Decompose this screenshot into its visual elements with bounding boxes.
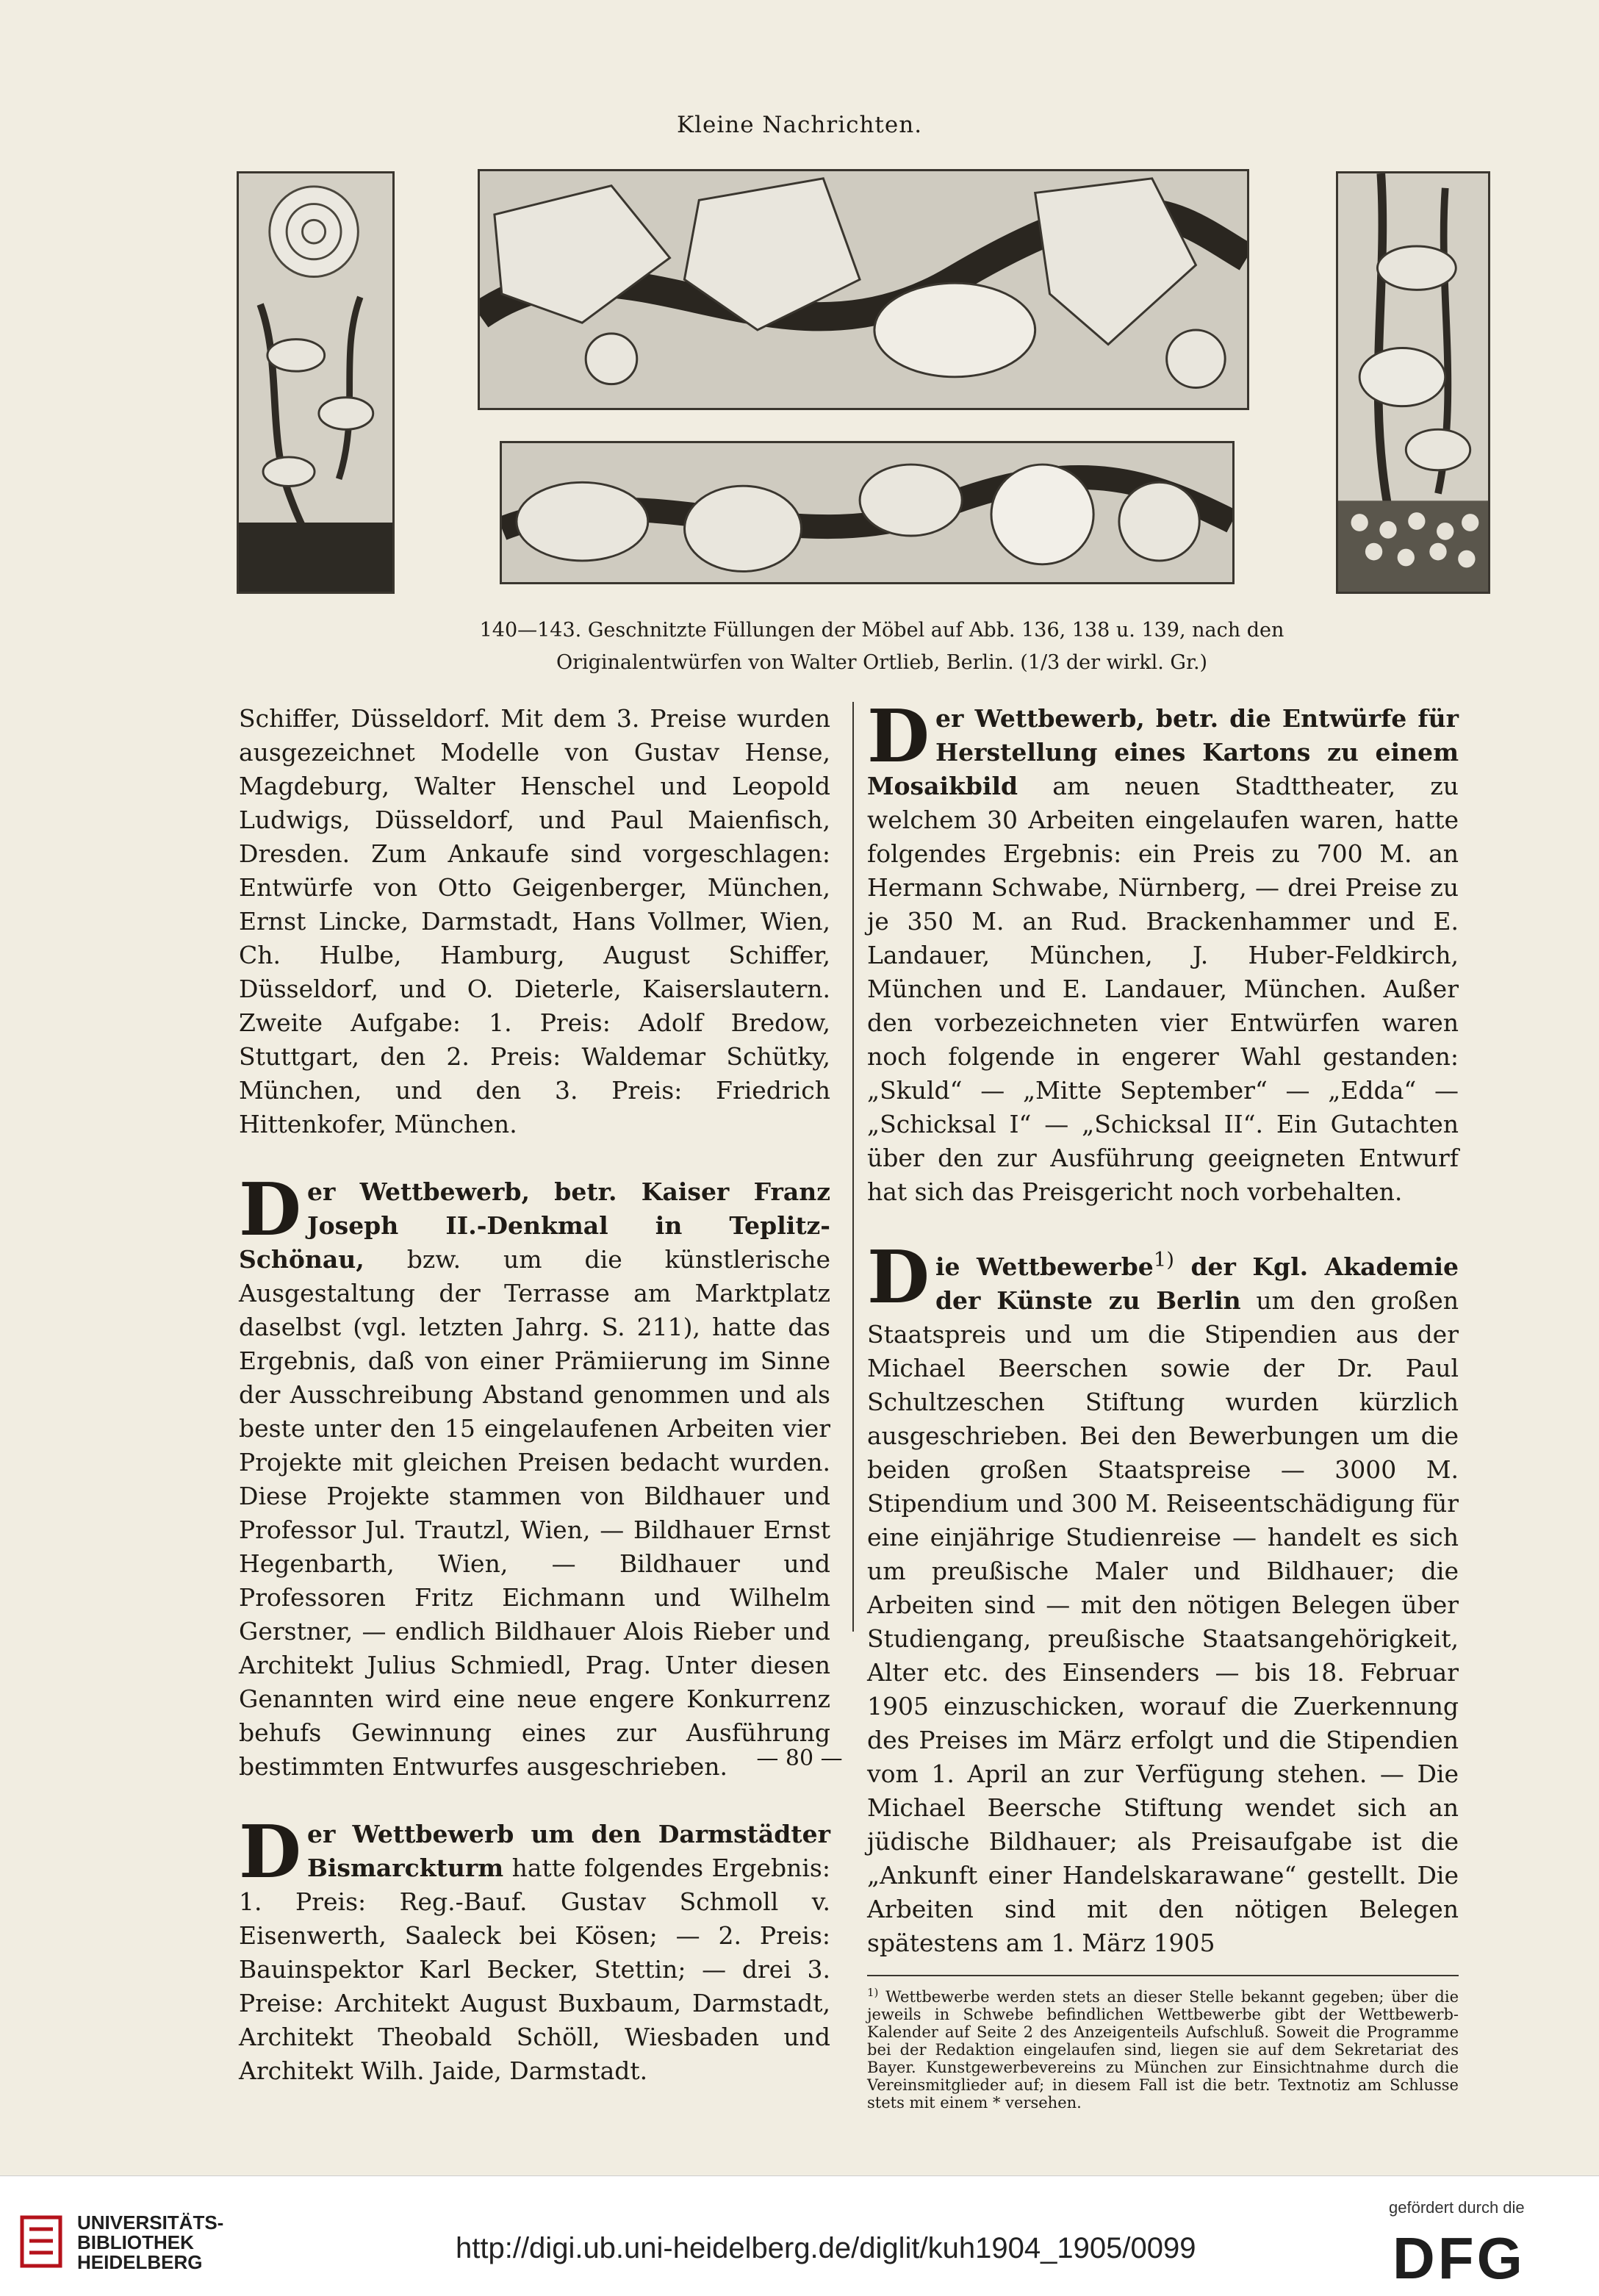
drop-cap: D (867, 695, 930, 779)
fern-panel (1336, 171, 1490, 594)
section-heading-continued: der Kgl. Akademie der Künste zu Berlin (935, 1252, 1459, 1315)
footnote-text: Wettbewerbe werden stets an dieser Stelle bekannt gegeben; über die jeweils in Schwebe befindlichen Wettbewerbe gibt der Wettbewerb-Kalender auf Seite 2 des Anzeigenteils Aufschluß. Soweit die Programme bei der Redaktion eingelaufen sind, liegen sie auf dem Sekretariat des Bayer. Kunstgewerbevereins zu München zur Einsichtnahme durch die Vereinsmitglieder auf; in diesem Fall ist die betr. Textnotiz am Schlusse stets mit einem * versehen. (867, 1988, 1459, 2112)
column-divider (852, 702, 854, 1632)
section-heading: ie Wettbewerbe (935, 1252, 1154, 1281)
drop-cap: D (867, 1235, 930, 1320)
footnote-reference: 1) (1153, 1248, 1174, 1271)
left-paragraph-2 (239, 1168, 830, 1784)
library-name-line-1: UNIVERSITÄTS- (77, 2211, 224, 2234)
paragraph-text: hatte folgendes Ergebnis: 1. Preis: Reg.-Bauf. Gustav Schmoll v. Eisenwerth, Saaleck bei Kösen; — 2. Preis: Bauinspektor Karl Becker, Stettin; — drei 3. Preise: Architekt August Buxbaum, Darmstadt, Architekt Theobald Schöll, Wiesbaden und Architekt Wilh. Jaide, Darmstadt. (239, 1854, 830, 2085)
source-url-link[interactable]: http://digi.ub.uni-heidelberg.de/diglit/kuh1904_1905/0099 (456, 2232, 1196, 2264)
section-heading: er Wettbewerb, betr. die Entwürfe für Herstellung eines Kartons zu einem Mosaikbild (867, 704, 1459, 800)
rose-panel (237, 171, 395, 594)
figure-caption (470, 614, 1293, 679)
running-title: Kleine Nachrichten. (676, 112, 923, 138)
drop-cap: D (239, 1810, 301, 1895)
caption-line-1: 140—143. Geschnitzte Füllungen der Möbel auf Abb. 136, 138 u. 139, nach den (479, 619, 1284, 642)
section-heading: er Wettbewerb, betr. Kaiser Franz Joseph II.-Denkmal in Teplitz-Schönau, (239, 1177, 830, 1274)
dfg-logo: DFG (1393, 2225, 1526, 2291)
library-name-line-2: BIBLIOTHEK (77, 2231, 194, 2253)
right-column (867, 695, 1459, 2112)
paragraph-text: um den großen Staatspreis und um die Stipendien aus der Michael Beerschen sowie der Dr. Paul Schultzeschen Stiftung wurden kürzlich ausgeschrieben. Bei den Bewerbungen um die beiden großen Staatspreise — 3000 M. Stipendium und 300 M. Reiseentschädigung für eine einjährige Studienreise — handelt es sich um preußische Maler und Bildhauer; die Arbeiten sind — mit den nötigen Belegen über Studiengang, preußische Staatsangehörigkeit, Alter etc. des Einsenders — bis 18. Februar 1905 einzuschicken, worauf die Zuerkennung des Preises im März erfolgt und die Stipendien vom 1. April an zur Verfügung stehen. — Die Michael Beersche Stiftung wendet sich an jüdische Bildhauer; als Preisaufgabe ist die „Ankunft einer Handelskarawane“ gestellt. Die Arbeiten sind mit den nötigen Belegen spätestens am 1. März 1905 (867, 1286, 1459, 1957)
paragraph-text: am neuen Stadttheater, zu welchem 30 Arbeiten eingelaufen waren, hatte folgendes Ergebnis: ein Preis zu 700 M. an Hermann Schwabe, Nürnberg, — drei Preise zu je 350 M. an Rud. Brackenhammer und E. Landauer, München, J. Huber-Feldkirch, München und E. Landauer, München. Außer den vorbezeichneten vier Entwürfen waren noch folgende in engerer Wahl gestanden: „Skuld“ — „Mitte September“ — „Edda“ — „Schicksal I“ — „Schicksal II“. Ein Gutachten über den zur Ausführung geeigneten Entwurf hat sich das Preisgericht noch vorbehalten. (867, 772, 1459, 1206)
page-number: — 80 — (756, 1746, 843, 1771)
library-name-line-3: HEIDELBERG (77, 2251, 203, 2273)
fruit-panel-bottom (500, 441, 1235, 584)
funding-note: gefördert durch die (1389, 2198, 1525, 2217)
paragraph-text: bzw. um die künstlerische Ausgestaltung der Terrasse am Marktplatz daselbst (vgl. letzten Jahrg. S. 211), hatte das Ergebnis, daß von einer Prämiierung im Sinne der Ausschreibung Abstand genommen und als beste unter den 15 eingelaufenen Arbeiten vier Projekte mit gleichen Preisen bedacht wurden. Diese Projekte stammen von Bildhauer und Professor Jul. Trautzl, Wien, — Bildhauer Ernst Hegenbarth, Wien, — Bildhauer und Professoren Fritz Eichmann und Wilhelm Gerstner, — endlich Bildhauer Alois Rieber und Architekt Julius Schmiedl, Prag. Unter diesen Genannten wird eine neue engere Konkurrenz behufs Gewinnung eines zur Ausführung bestimmten Entwurfes ausgeschrieben. (239, 1245, 830, 1781)
university-seal-icon (19, 2214, 63, 2269)
digitization-footer (0, 2175, 1599, 2296)
left-column (239, 702, 830, 2122)
caption-line-2: Originalentwürfen von Walter Ortlieb, Berlin. (1/3 der wirkl. Gr.) (556, 651, 1208, 674)
footnote (867, 1975, 1459, 2112)
section-heading: er Wettbewerb um den Darmstädter Bismarckturm (306, 1820, 830, 1882)
right-paragraph-2 (867, 1235, 1459, 1960)
left-paragraph-1: Schiffer, Düsseldorf. Mit dem 3. Preise wurden ausgezeichnet Modelle von Gustav Hense, Magdeburg, Walter Henschel und Leopold Ludwigs, Düsseldorf, und Paul Maienfisch, Dresden. Zum Ankaufe sind vorgeschlagen: Entwürfe von Otto Geigenberger, München, Ernst Lincke, Darmstadt, Hans Vollmer, Wien, Ch. Hulbe, Hamburg, August Schiffer, Düsseldorf, und O. Dieterle, Kaiserslautern. Zweite Aufgabe: 1. Preis: Adolf Bredow, Stuttgart, den 2. Preis: Waldemar Schütky, München, und den 3. Preis: Friedrich Hittenkofer, München. (239, 704, 830, 1138)
drop-cap: D (239, 1168, 301, 1252)
library-name (77, 2213, 223, 2272)
leaf-panel-top (478, 169, 1249, 410)
left-paragraph-3 (239, 1810, 830, 2088)
footnote-mark: 1) (867, 1986, 879, 1999)
right-paragraph-1 (867, 695, 1459, 1209)
